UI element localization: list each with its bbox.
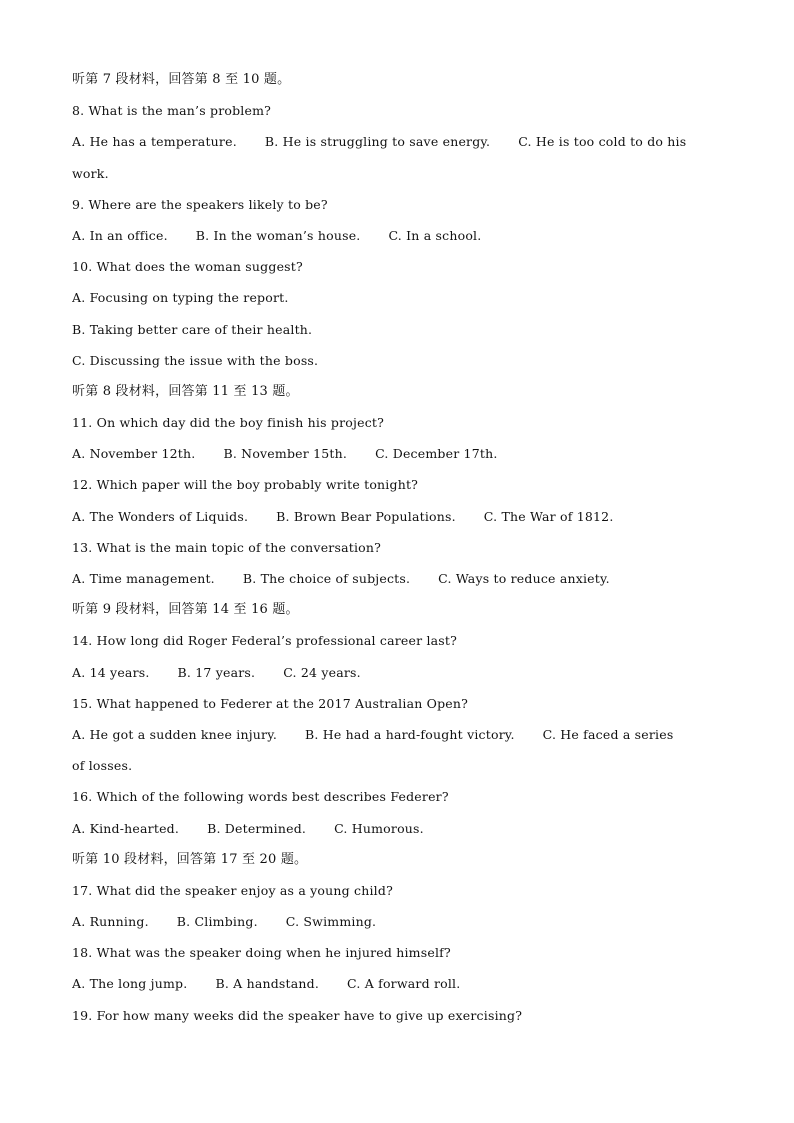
answer-options-row <box>72 657 724 688</box>
answer-option: C. A forward roll. <box>347 976 461 992</box>
answer-option: C. 24 years. <box>283 664 361 680</box>
answer-option: B. Taking better care of their health. <box>72 321 313 337</box>
answer-option: C. Discussing the issue with the boss. <box>72 352 319 368</box>
answer-option: A. In an office. <box>72 227 168 243</box>
answer-option: A. November 12th. <box>72 446 196 462</box>
question-text: 12. Which paper will the boy probably write tonight? <box>72 477 419 493</box>
answer-option: A. He got a sudden knee injury. <box>72 726 278 742</box>
answer-option: B. Determined. <box>207 820 307 836</box>
answer-option: A. 14 years. <box>72 664 150 680</box>
section-heading: 听第 10 段材料，回答第 17 至 20 题。 <box>72 851 308 867</box>
answer-option: B. 17 years. <box>177 664 256 680</box>
answer-options-row <box>72 719 724 750</box>
answer-option: B. A handstand. <box>215 976 320 992</box>
answer-option: C. He faced a series <box>542 726 674 742</box>
question-text: 8. What is the man’s problem? <box>72 103 272 119</box>
question-text: 19. For how many weeks did the speaker have to give up exercising? <box>72 1007 523 1023</box>
listening-section-content <box>72 64 724 1031</box>
answer-options-row <box>72 282 724 313</box>
question-text: 11. On which day did the boy finish his project? <box>72 415 385 431</box>
answer-options-row <box>72 906 724 937</box>
question-text: 16. Which of the following words best describes Federer? <box>72 789 449 805</box>
answer-options-row <box>72 750 724 781</box>
question-text: 13. What is the main topic of the conversation? <box>72 539 382 555</box>
answer-options-row <box>72 438 724 469</box>
section-heading: 听第 7 段材料，回答第 8 至 10 题。 <box>72 72 291 87</box>
answer-option: B. He is struggling to save energy. <box>264 134 491 150</box>
answer-options-row <box>72 813 724 844</box>
answer-option: C. He is too cold to do his <box>518 134 687 150</box>
answer-options-row <box>72 563 724 594</box>
answer-options-row <box>72 501 724 532</box>
answer-option: A. Running. <box>72 914 149 930</box>
answer-option: B. November 15th. <box>223 446 348 462</box>
question-text: 18. What was the speaker doing when he injured himself? <box>72 945 451 961</box>
answer-option: C. Humorous. <box>334 820 424 836</box>
answer-options-row <box>72 968 724 999</box>
answer-option: A. He has a temperature. <box>72 134 237 150</box>
answer-options-row <box>72 126 724 157</box>
answer-option: B. Climbing. <box>176 914 258 930</box>
answer-option: B. The choice of subjects. <box>242 571 411 586</box>
section-heading: 听第 9 段材料，回答第 14 至 16 题。 <box>72 602 299 618</box>
question-text: 9. Where are the speakers likely to be? <box>72 196 328 212</box>
answer-option: A. Time management. <box>72 571 215 586</box>
answer-option: B. Brown Bear Populations. <box>276 508 456 524</box>
answer-option: A. The Wonders of Liquids. <box>72 508 249 524</box>
answer-options-row <box>72 220 724 251</box>
answer-option: C. In a school. <box>388 227 482 243</box>
answer-options-row <box>72 314 724 345</box>
answer-options-row <box>72 158 724 189</box>
answer-option: A. Focusing on typing the report. <box>72 290 289 306</box>
answer-option: C. The War of 1812. <box>483 508 614 524</box>
answer-option: A. Kind-hearted. <box>72 820 180 836</box>
answer-option: B. In the woman’s house. <box>195 227 361 243</box>
answer-option: C. Ways to reduce anxiety. <box>438 571 610 586</box>
question-text: 17. What did the speaker enjoy as a young child? <box>72 882 393 898</box>
section-heading: 听第 8 段材料，回答第 11 至 13 题。 <box>72 383 299 399</box>
answer-option: A. The long jump. <box>72 976 188 992</box>
question-text: 15. What happened to Federer at the 2017 Australian Open? <box>72 695 469 711</box>
answer-option: work. <box>72 165 109 181</box>
answer-options-row <box>72 345 724 376</box>
question-text: 10. What does the woman suggest? <box>72 259 303 275</box>
answer-option: C. Swimming. <box>285 914 377 930</box>
answer-option: of losses. <box>72 758 133 774</box>
answer-option: B. He had a hard-fought victory. <box>305 726 515 742</box>
question-text: 14. How long did Roger Federal’s professional career last? <box>72 633 458 649</box>
answer-option: C. December 17th. <box>375 446 498 462</box>
